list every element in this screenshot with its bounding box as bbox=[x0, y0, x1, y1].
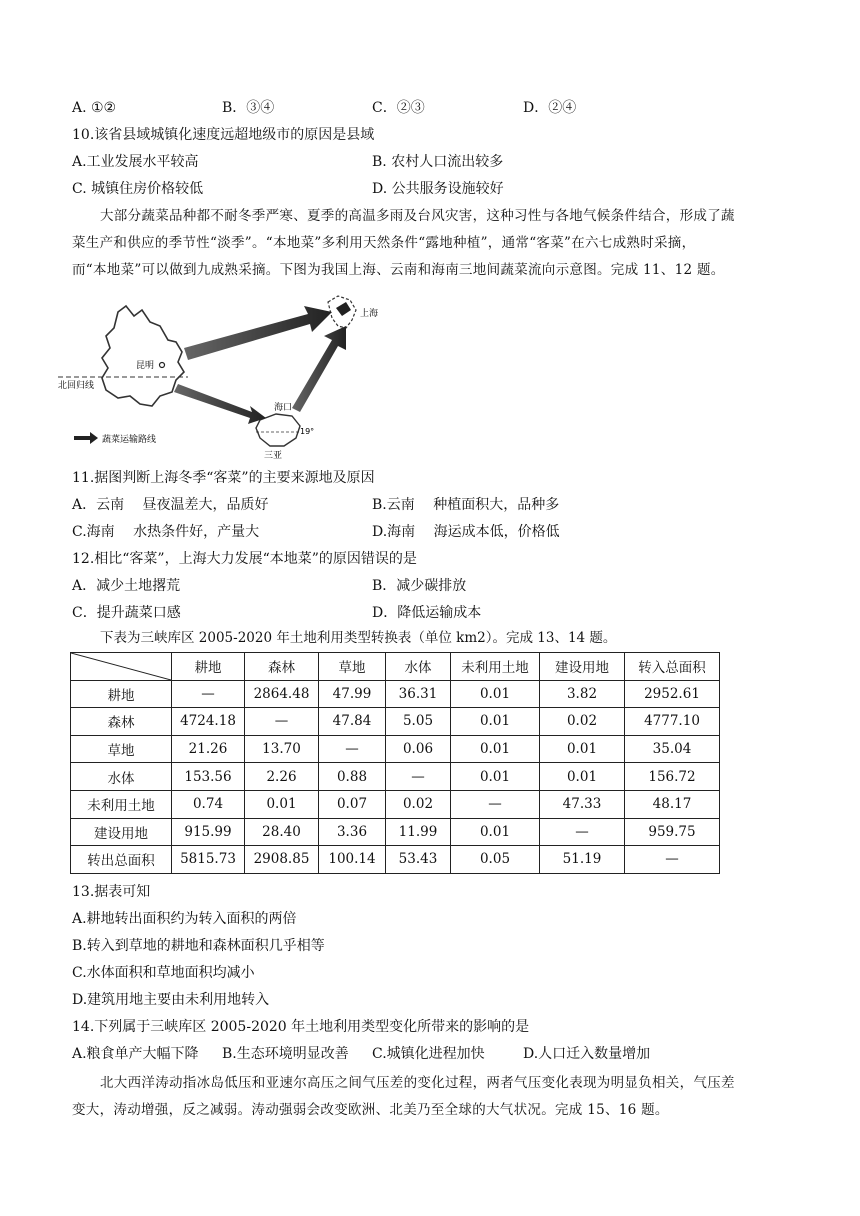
table-cell: 959.75 bbox=[625, 818, 720, 846]
q9-option-d: D．②④ bbox=[523, 100, 577, 116]
q14-option-d: D.人口迁入数量增加 bbox=[523, 1046, 651, 1062]
table-intro: 下表为三峡库区 2005-2020 年土地利用类型转换表（单位 km2）。完成 13、14 题。 bbox=[100, 630, 617, 646]
table-cell: 4724.18 bbox=[172, 708, 245, 736]
table-header: 建设用地 bbox=[540, 653, 625, 681]
q12-option-c: C．提升蔬菜口感 bbox=[72, 605, 181, 621]
table-cell: 2952.61 bbox=[625, 680, 720, 708]
q9-option-a: A. ①② bbox=[72, 100, 117, 116]
table-header: 水体 bbox=[386, 653, 451, 681]
q14-option-a: A.粮食单产大幅下降 bbox=[72, 1046, 199, 1062]
q12-option-b: B．减少碳排放 bbox=[372, 578, 467, 594]
table-cell: 4777.10 bbox=[625, 708, 720, 736]
passage-vegetable-line1: 大部分蔬菜品种都不耐冬季严寒、夏季的高温多雨及台风灾害，这种习性与各地气候条件结合，形成了蔬 bbox=[100, 208, 735, 224]
table-header: 转入总面积 bbox=[625, 653, 720, 681]
q12-option-d: D．降低运输成本 bbox=[372, 605, 482, 621]
q11-option-d: D.海南 海运成本低，价格低 bbox=[372, 524, 560, 540]
table-cell: 0.01 bbox=[451, 735, 540, 763]
table-cell: 5815.73 bbox=[172, 846, 245, 874]
q10-option-d: D. 公共服务设施较好 bbox=[372, 181, 504, 197]
table-cell: 0.02 bbox=[540, 708, 625, 736]
q11-stem: 11.据图判断上海冬季“客菜”的主要来源地及原因 bbox=[72, 470, 375, 486]
table-cell: 47.84 bbox=[319, 708, 386, 736]
sanya-label: 三亚 bbox=[264, 451, 283, 460]
table-cell: 5.05 bbox=[386, 708, 451, 736]
table-cell: — bbox=[245, 708, 319, 736]
table-cell: — bbox=[319, 735, 386, 763]
table-cell: 48.17 bbox=[625, 790, 720, 818]
table-corner-cell bbox=[71, 653, 172, 681]
legend-arrow-icon bbox=[74, 432, 98, 444]
q13-option-c: C.水体面积和草地面积均减小 bbox=[72, 965, 255, 981]
table-cell: — bbox=[386, 763, 451, 791]
kunming-label: 昆明 bbox=[136, 361, 155, 371]
passage-vegetable-line3: 而“本地菜”可以做到九成熟采摘。下图为我国上海、云南和海南三地间蔬菜流向示意图。完成 11、12 题。 bbox=[72, 262, 725, 278]
table-row-label: 水体 bbox=[71, 763, 172, 791]
table-row bbox=[71, 790, 720, 818]
arrow-yunnan-hainan bbox=[174, 384, 266, 424]
table-cell: 153.56 bbox=[172, 763, 245, 791]
table-row bbox=[71, 818, 720, 846]
q11-option-b: B.云南 种植面积大，品种多 bbox=[372, 497, 560, 513]
table-cell: 36.31 bbox=[386, 680, 451, 708]
table-cell: 2.26 bbox=[245, 763, 319, 791]
table-cell: 53.43 bbox=[386, 846, 451, 874]
q13-option-b: B.转入到草地的耕地和森林面积几乎相等 bbox=[72, 938, 325, 954]
table-cell: 21.26 bbox=[172, 735, 245, 763]
table-header: 草地 bbox=[319, 653, 386, 681]
q13-stem: 13.据表可知 bbox=[72, 884, 151, 900]
q10-stem: 10.该省县域城镇化速度远超地级市的原因是县域 bbox=[72, 127, 375, 143]
table-cell: 2864.48 bbox=[245, 680, 319, 708]
table-cell: — bbox=[172, 680, 245, 708]
passage-vegetable-line2: 菜生产和供应的季节性“淡季”。“本地菜”多利用天然条件“露地种植”，通常“客菜”在六七成熟时采摘， bbox=[72, 235, 696, 251]
table-cell: 11.99 bbox=[386, 818, 451, 846]
corner-diagonal bbox=[71, 653, 171, 680]
land-use-table bbox=[70, 652, 720, 874]
passage-nao-line2: 变大，涛动增强，反之减弱。涛动强弱会改变欧洲、北美乃至全球的大气状况。完成 15、16 题。 bbox=[72, 1102, 669, 1118]
q11-option-a: A．云南 昼夜温差大，品质好 bbox=[72, 497, 269, 513]
table-cell: 0.01 bbox=[540, 763, 625, 791]
table-header: 耕地 bbox=[172, 653, 245, 681]
table-cell: 0.01 bbox=[451, 680, 540, 708]
table-cell: 915.99 bbox=[172, 818, 245, 846]
table-cell: 0.06 bbox=[386, 735, 451, 763]
tropic-label: 北回归线 bbox=[58, 381, 95, 391]
q11-option-c: C.海南 水热条件好，产量大 bbox=[72, 524, 260, 540]
table-row-label: 未利用土地 bbox=[71, 790, 172, 818]
table-row bbox=[71, 763, 720, 791]
table-row-label: 转出总面积 bbox=[71, 846, 172, 874]
table-cell: — bbox=[540, 818, 625, 846]
table-cell: 0.01 bbox=[451, 818, 540, 846]
table-cell: 156.72 bbox=[625, 763, 720, 791]
q13-option-a: A.耕地转出面积约为转入面积的两倍 bbox=[72, 911, 297, 927]
table-row-label: 草地 bbox=[71, 735, 172, 763]
q10-option-c: C. 城镇住房价格较低 bbox=[72, 181, 204, 197]
arrow-hainan-shanghai bbox=[292, 326, 346, 412]
table-cell: 3.36 bbox=[319, 818, 386, 846]
table-cell: 0.05 bbox=[451, 846, 540, 874]
q9-option-c: C．②③ bbox=[372, 100, 425, 116]
q14-option-b: B.生态环境明显改善 bbox=[222, 1046, 349, 1062]
vegetable-flow-map bbox=[56, 288, 386, 460]
table-cell: — bbox=[451, 790, 540, 818]
q14-option-c: C.城镇化进程加快 bbox=[372, 1046, 485, 1062]
q13-option-d: D.建筑用地主要由未利用地转入 bbox=[72, 992, 270, 1008]
table-cell: 13.70 bbox=[245, 735, 319, 763]
q10-option-b: B. 农村人口流出较多 bbox=[372, 154, 504, 170]
table-cell: 0.01 bbox=[451, 763, 540, 791]
table-row bbox=[71, 846, 720, 874]
table-row bbox=[71, 735, 720, 763]
passage-nao-line1: 北大西洋涛动指冰岛低压和亚速尔高压之间气压差的变化过程，两者气压变化表现为明显负相关，气压差 bbox=[100, 1075, 735, 1091]
table-row-label: 建设用地 bbox=[71, 818, 172, 846]
table-cell: 0.07 bbox=[319, 790, 386, 818]
table-cell: 0.74 bbox=[172, 790, 245, 818]
table-cell: 0.01 bbox=[540, 735, 625, 763]
table-cell: 51.19 bbox=[540, 846, 625, 874]
table-cell: 35.04 bbox=[625, 735, 720, 763]
table-cell: 0.01 bbox=[451, 708, 540, 736]
table-row bbox=[71, 680, 720, 708]
q12-stem: 12.相比“客菜”，上海大力发展“本地菜”的原因错误的是 bbox=[72, 551, 417, 567]
q14-stem: 14.下列属于三峡库区 2005-2020 年土地利用类型变化所带来的影响的是 bbox=[72, 1019, 530, 1035]
table-row-label: 森林 bbox=[71, 708, 172, 736]
passage-vegetable bbox=[72, 203, 792, 284]
q12-option-a: A．减少土地撂荒 bbox=[72, 578, 181, 594]
yunnan-outline bbox=[102, 306, 184, 406]
passage-nao bbox=[72, 1070, 792, 1124]
table-cell: 47.33 bbox=[540, 790, 625, 818]
haikou-label: 海口 bbox=[274, 403, 293, 413]
table-cell: 28.40 bbox=[245, 818, 319, 846]
shanghai-label: 上海 bbox=[360, 309, 379, 319]
arrow-yunnan-shanghai bbox=[184, 306, 332, 360]
latitude-label: 19° bbox=[300, 427, 315, 436]
q9-option-b: B．③④ bbox=[222, 100, 275, 116]
legend-label: 蔬菜运输路线 bbox=[102, 435, 157, 445]
table-header: 未利用土地 bbox=[451, 653, 540, 681]
table-header: 森林 bbox=[245, 653, 319, 681]
table-cell: 0.02 bbox=[386, 790, 451, 818]
table-cell: 0.01 bbox=[245, 790, 319, 818]
table-cell: 100.14 bbox=[319, 846, 386, 874]
kunming-dot bbox=[160, 363, 165, 368]
table-row-label: 耕地 bbox=[71, 680, 172, 708]
q10-option-a: A.工业发展水平较高 bbox=[72, 154, 199, 170]
table-cell: 3.82 bbox=[540, 680, 625, 708]
table-cell: — bbox=[625, 846, 720, 874]
table-cell: 47.99 bbox=[319, 680, 386, 708]
table-row bbox=[71, 708, 720, 736]
table-cell: 0.88 bbox=[319, 763, 386, 791]
table-header-row bbox=[71, 653, 720, 681]
table-cell: 2908.85 bbox=[245, 846, 319, 874]
